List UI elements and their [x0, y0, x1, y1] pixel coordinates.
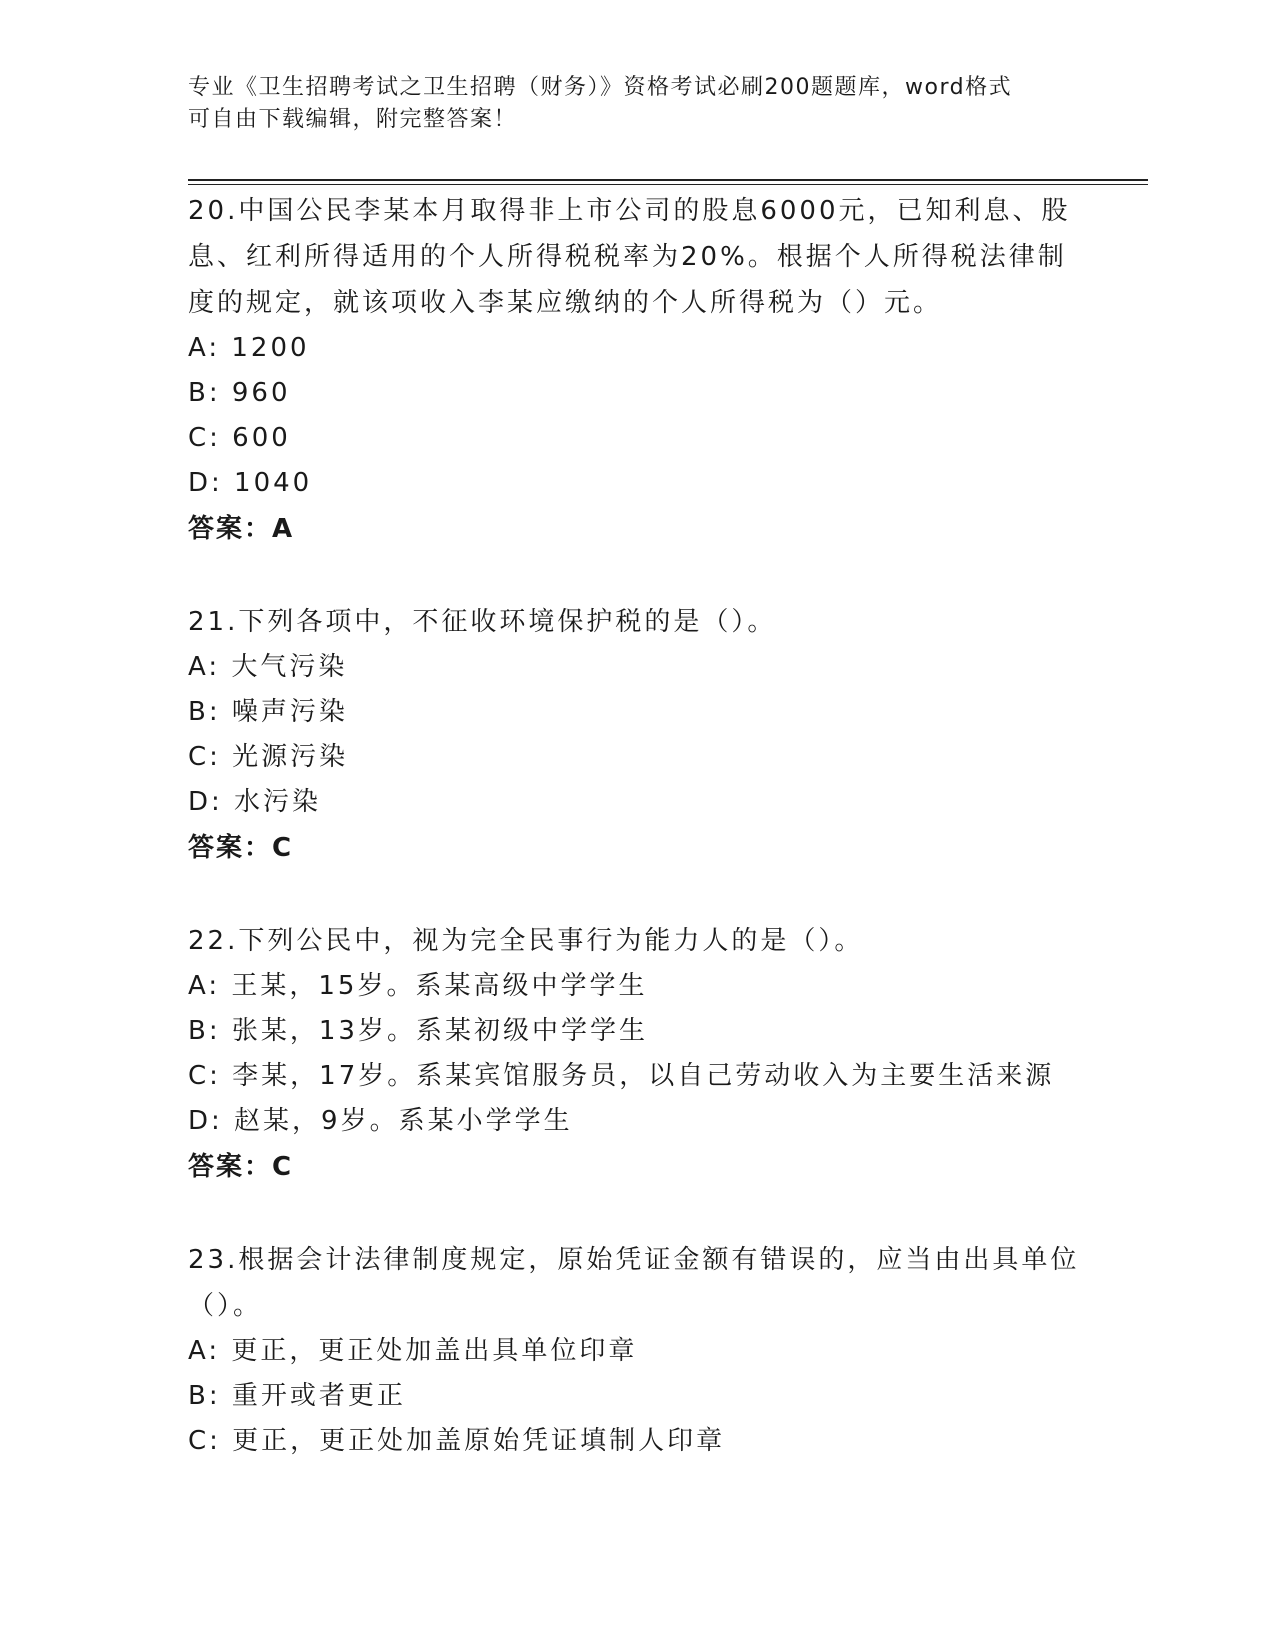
question-stem: 20.中国公民李某本月取得非上市公司的股息6000元，已知利息、股息、红利所得适用的个人所得税税率为20%。根据个人所得税法律制度的规定，就该项收入李某应缴纳的个人所得税为（）元。: [188, 196, 1071, 318]
question-stem: 23.根据会计法律制度规定，原始凭证金额有错误的，应当由出具单位（）。: [188, 1245, 1080, 1321]
question-21: [188, 599, 1088, 871]
question-list: [188, 188, 1088, 1511]
document-header: [188, 72, 1088, 136]
option-a: A: 1200: [188, 333, 310, 363]
option-c: C: 光源污染: [188, 742, 349, 772]
option-d: D: 1040: [188, 468, 313, 498]
option-c: C: 600: [188, 423, 291, 453]
option-c: C: 李某，17岁。系某宾馆服务员，以自己劳动收入为主要生活来源: [188, 1061, 1055, 1091]
option-b: B: 噪声污染: [188, 697, 348, 727]
option-d: D: 水污染: [188, 787, 322, 817]
option-a: A: 大气污染: [188, 652, 348, 682]
answer: 答案：C: [188, 1152, 294, 1182]
question-22: [188, 918, 1088, 1190]
header-divider-thin: [188, 184, 1148, 185]
option-d: D: 赵某，9岁。系某小学学生: [188, 1106, 573, 1136]
option-c: C: 更正，更正处加盖原始凭证填制人印章: [188, 1426, 726, 1456]
question-20: [188, 188, 1088, 552]
option-b: B: 重开或者更正: [188, 1381, 406, 1411]
question-23: [188, 1237, 1088, 1464]
header-line-2: 可自由下载编辑，附完整答案！: [188, 107, 518, 132]
option-a: A: 更正，更正处加盖出具单位印章: [188, 1336, 638, 1366]
answer: 答案：C: [188, 833, 294, 863]
header-divider-thick: [188, 179, 1148, 181]
header-line-1: 专业《卫生招聘考试之卫生招聘（财务）》资格考试必刷200题题库，word格式: [188, 75, 1013, 100]
question-stem: 21.下列各项中，不征收环境保护税的是（）。: [188, 607, 777, 637]
answer: 答案：A: [188, 514, 295, 544]
question-stem: 22.下列公民中，视为完全民事行为能力人的是（）。: [188, 926, 864, 956]
option-a: A: 王某，15岁。系某高级中学学生: [188, 971, 648, 1001]
option-b: B: 960: [188, 378, 291, 408]
option-b: B: 张某，13岁。系某初级中学学生: [188, 1016, 648, 1046]
